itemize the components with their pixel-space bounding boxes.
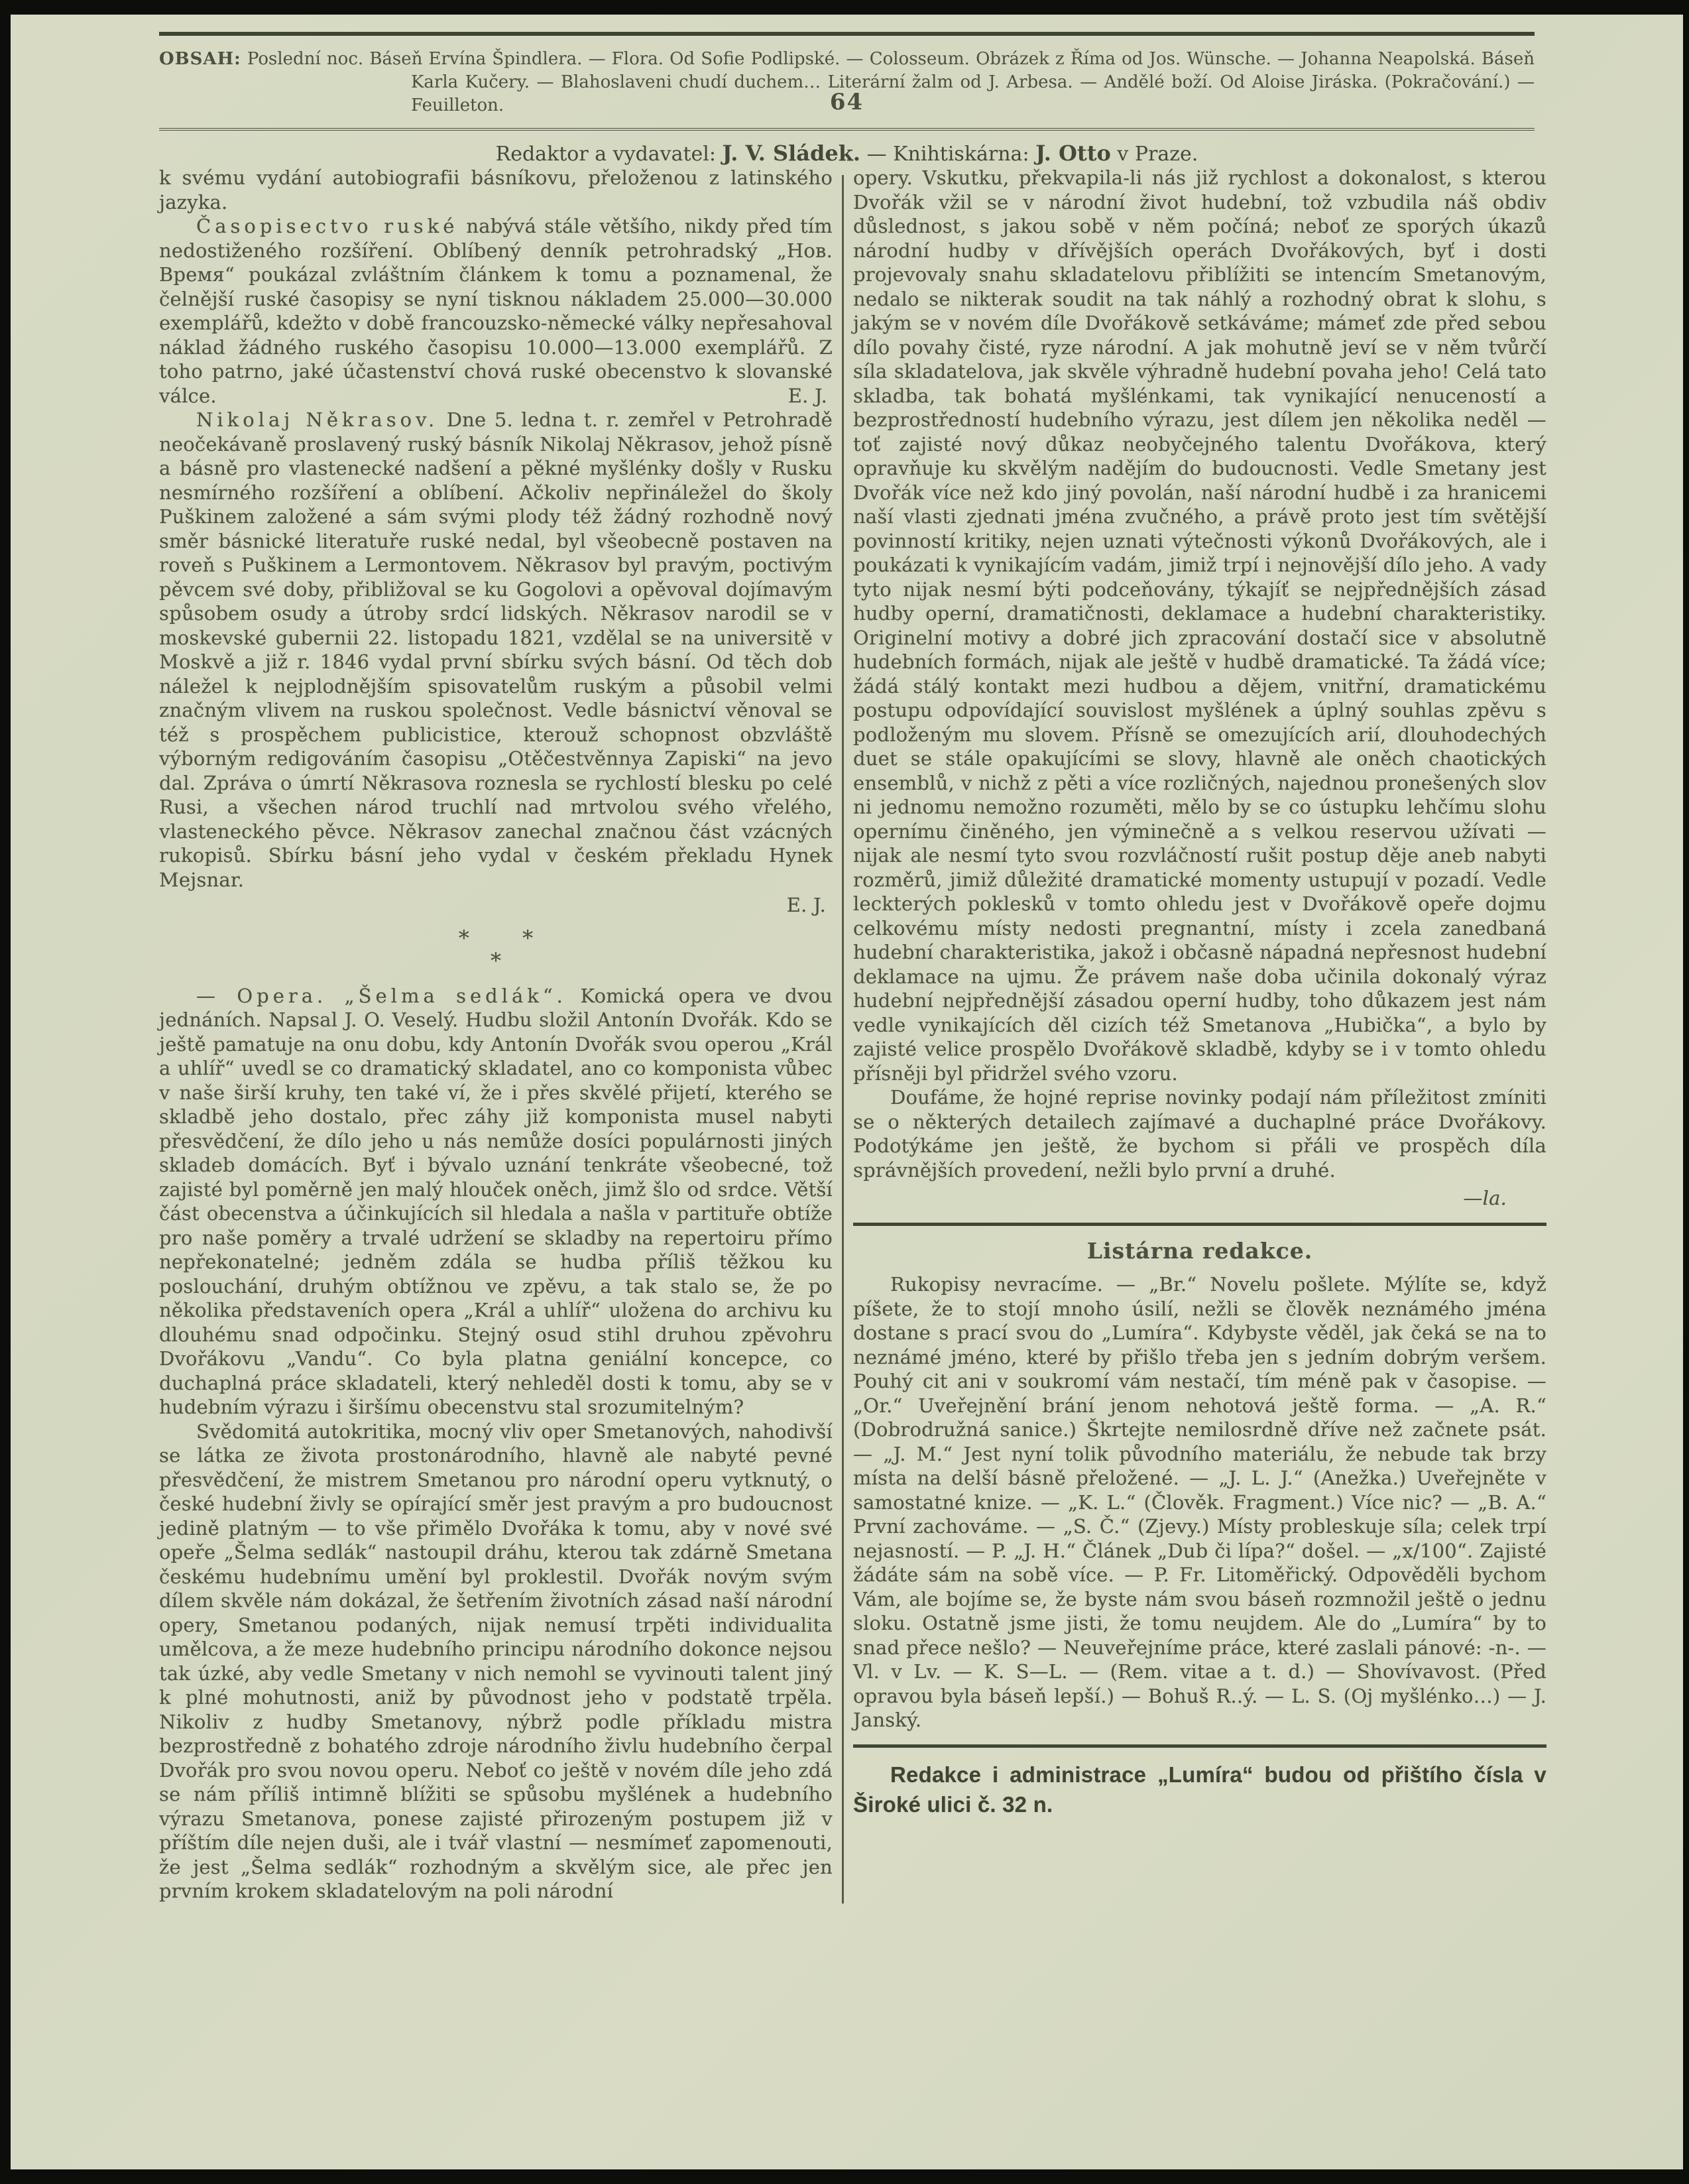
- right-column: [853, 166, 1546, 1904]
- imprint-editor-label: Redaktor a vydavatel:: [495, 143, 716, 166]
- casopisectvo-lead: Časopisectvo ruské: [196, 215, 459, 237]
- imprint-printer-name: J. Otto: [1035, 141, 1111, 166]
- page-footer-block: [159, 32, 1535, 168]
- rule-above-listarna: [853, 1223, 1546, 1226]
- rule-above-obsah: [159, 32, 1535, 36]
- continuation-paragraph: k svému vydání autobiografii básníkovu, přeloženou z latinského jazyka.: [159, 166, 833, 213]
- two-column-text-block: [159, 166, 1553, 1904]
- rule-above-imprint: [159, 128, 1535, 131]
- opera-lead: — Opera. „Šelma sedlák“.: [196, 984, 567, 1007]
- obsah-label: OBSAH:: [159, 49, 241, 69]
- obsah-text: Poslední noc. Báseň Ervína Špindlera. — Flora. Od Sofie Podlipské. — Colosseum. Obrázek z Říma od Jos. Wünsche. — Johanna Neapolská. Báseň Karla Kučery. — Blahoslaveni chudí duchem… Literární žalm od J. Arbesa. — Andělé boží. Od Aloise Jiráska. (Pokračování.) — Feuilleton.: [247, 49, 1535, 115]
- casopisectvo-paragraph: [159, 214, 833, 408]
- casopisectvo-text: nabývá stále většího, nikdy před tím nedostiženého rozšíření. Oblíbený denník petrohradský „Нов. Время“ poukázal zvláštním článkem k tomu a poznamenal, že čelnější ruské časopisy se nyní tisknou nákladem 25.000—30.000 exemplářů, kdežto v době francouzsko-německé války nepřesahoval náklad žádného ruského časopisu 10.000—13.000 exemplářů. Z toho patrno, jaké účastenství chová ruské obecenstvo k slovanské válce.: [159, 215, 833, 407]
- paper-surface: [11, 15, 1683, 2169]
- left-column: [159, 166, 833, 1904]
- listarna-redakce-heading: Listárna redakce.: [1086, 1237, 1313, 1264]
- imprint-printer-label: — Knihtiskárna:: [866, 143, 1029, 166]
- rule-above-announcement: [853, 1744, 1546, 1748]
- imprint-editor-name: J. V. Sládek.: [722, 141, 861, 166]
- opery-continuation-paragraph: opery. Vskutku, překvapila-li nás již rychlost a dokonalost, s kterou Dvořák vžil se v národní život hudební, tož vzbudila náš obdiv důslednost, s jakou sobě v něm počíná; neboť ze sporých úkazů národní hudby v dřívějších operách Dvořákových, byť i dosti projevovaly snahu skladatelovu přiblížiti se intencím Smetanovým, nedalo se nikterak soudit na tak náhlý a rozhodný obrat k slohu, s jakým se v novém díle Dvořákově setkáváme; mámeť zde před sebou dílo povahy čisté, ryze národní. A jak mohutně jeví se v něm tvůrčí síla skladatelova, jak skvěle výhradně hudební povaha jeho! Celá tato skladba, tak bohatá myšlénkami, tak vynikající nenuceností a bezprostředností hudebního výrazu, jest dílem jen několika neděl — toť zajisté nový důkaz neobyčejného talentu Dvořákova, který opravňuje ku skvělým nadějím do budoucnosti. Vedle Smetany jest Dvořák více než kdo jiný povolán, naší národní hudbě i za hranicemi naší vlasti zjednati jména zvučného, a právě proto jest tím světější povinností kritiky, nejen uznati výtečnosti výkonů Dvořákových, ale i poukázati k vynikajícím vadám, jimiž trpí i nejnovější dílo jeho. A vady tyto nijak nesmí býti podceňovány, týkajíť se nejpřednějších zásad hudby operní, dramatičnosti, deklamace a hudební charakteristiky. Originelní motivy a dobré jich zpracování dostačí sice v absolutně hudebních formách, nijak ale ještě v hudbě dramatické. Ta žádá více; žádá stálý kontakt mezi hudbou a dějem, vnitřní, dramatickému postupu odpovídající souvislost myšlének a úplný souhlas zpěvu s podloženým mu slovem. Přísně se omezujících arií, dlouhodechých duet se stále opakujícími se slovy, hlavně ale oněch chaotických ensemblů, v nichž z pěti a více rozličných, najednou pronešených slov ni jednomu nemožno rozuměti, mělo by se co ústupku lehčímu slohu opernímu činěného, jen výminečně a s velkou reservou užívati — nijak ale nesmí tyto svou rozvláčností rušit postup děje aneb nabyti rozměrů, jimiž důležité dramatické momenty ustupují v pozadí. Vedle leckterých poklesků v tomto ohledu jest v Dvořákově opeře dojmu celkovému místy nedosti pregnantní, místy i zcela zanedbaná hudební charakteristika, jakož i občasně nápadná nepřesnost hudební deklamace na ujmu. Že právem naše doba učinila dokonalý výraz hudební nejpřednější zásadou operní hudby, toho důkazem jest nám vedle vynikajících děl cizích též Smetanova „Hubička“, a bylo by zajisté velice prospělo Dvořákově skladbě, kdyby se i v tomto ohledu přísněji byl přidržel svého vzoru.: [853, 166, 1546, 1085]
- opera-selma-sedlak-paragraph: [159, 984, 833, 1420]
- obsah-contents-line: [159, 48, 1535, 117]
- page-number: 64: [829, 89, 864, 115]
- asterisk-dinkus: [159, 927, 833, 972]
- signature-ej-1: E. J.: [787, 384, 827, 407]
- doufame-paragraph: Doufáme, že hojné reprise novinky podají nám příležitost zmíniti se o některých detailech zajímavé a duchaplné práce Dvořákovy. Podotýkáme jen ještě, že bychom si přáli ve prospěch díla správnějších provedení, nežli bylo první a druhé.: [853, 1086, 1546, 1182]
- svedomita-autokritika-paragraph: Svědomitá autokritika, mocný vliv oper Smetanových, nahodivší se látka ze života prostonárodního, hlavně ale nabyté pevné přesvědčení, že mistrem Smetanou pro národní operu vytknutý, o české hudební živly se opírající směr jest pravým a pro budoucnost jedině platným — to vše přimělo Dvořáka k tomu, aby v nové své opeře „Šelma sedlák“ nastoupil dráhu, kterou tak zdárně Smetana českému hudebnímu umění byl proklestil. Dvořák novým svým dílem skvěle nám dokázal, že šetřením životních zásad naší národní opery, Smetanou podaných, nijak nemusí trpěti individualita umělcova, a že meze hudebního principu národního dokonce nejsou tak úzké, aby vedle Smetany v nich nemohl se vyvinouti talent jiný k plné mohutnosti, aniž by původnost jeho v podstatě trpěla. Nikoliv z hudby Smetanovy, nýbrž podle příkladu mistra bezprostředně z bohatého zdroje národního živlu hudebního čerpal Dvořák pro svou novou operu. Neboť co ještě v novém díle jeho zdá se nám příliš intimně blížiti se spůsobu myšlének a hudebního výrazu Smetanova, ponese zajisté přirozeným postupem již v příštím díle nejen duši, ale i tvář vlastní — nesmímeť zapomenouti, že jest „Šelma sedlák“ rozhodným a skvělým sice, ale přec jen prvním krokem skladatelovým na poli národní: [159, 1420, 833, 1902]
- nekrasov-text: Dne 5. ledna t. r. zemřel v Petrohradě neočekávaně proslavený ruský básník Nikolaj Někrasov, jehož písně a básně pro vlastenecké nadšení a pěkné myšlénky došly v Rusku nesmírného rozšíření a oblíbení. Ačkoliv nepřináležel do školy Puškinem založené a sám svými plody též žádný rozhodně nový směr básnické literatuře ruské nedal, byl všeobecně postaven na roveň s Puškinem a Lermontovem. Někrasov byl pravým, poctivým pěvcem své doby, přibližoval se ku Gogolovi a opěvoval dojímavým spůsobem osudy a útroby srdcí lidských. Někrasov narodil se v moskevské gubernii 22. listopadu 1821, vzdělal se na universitě v Moskvě a již r. 1846 vydal první sbírku svých básní. Od těch dob náležel k nejplodnějším spisovatelům ruským a působil velmi značným vlivem na ruskou společnost. Vedle básnictví věnoval se též s prospěchem publicistice, kterouž schopnost obzvláště výborným redigováním časopisu „Otěčestvěnnya Zapiski“ na jevo dal. Zpráva o úmrtí Někrasova roznesla se rychlostí blesku po celé Rusi, a všechen národ truchlí nad mrtvolou svého vřelého, vlasteneckého pěvce. Někrasov zanechal značnou část vzácných rukopisů. Sbírku básní jeho vydal v českém překladu Hynek Mejsnar.: [159, 408, 833, 891]
- listarna-replies-paragraph: Rukopisy nevracíme. — „Br.“ Novelu pošlete. Mýlíte se, když píšete, že to stojí mnoho úsilí, nežli se člověk neznámého jména dostane s prací svou do „Lumíra“. Kdybyste věděl, jak čeká se na to neznámé jméno, které by přišlo třeba jen s jedním dobrým veršem. Pouhý cit ani v soukromí vám nestačí, tím méně pak v časopise. — „Or.“ Uveřejnění brání jenom nehotová ještě forma. — „A. R.“ (Dobrodružná sanice.) Škrtejte nemilosrdně dříve než začnete psát. — „J. M.“ Jest nyní tolik původního materiálu, že nebude tak brzy místa na delší básně přeložené. — „J. L. J.“ (Anežka.) Uveřejněte v samostatné knize. — „K. L.“ (Člověk. Fragment.) Více nic? — „B. A.“ První zachováme. — „S. Č.“ (Zjevy.) Místy probleskuje síla; celek trpí nejasností. — P. „J. H.“ Článek „Dub či lípa?“ došel. — „x/100“. Zajisté žádáte sám na sobě více. — P. Fr. Litoměřický. Odpověděli bychom Vám, ale bojíme se, že byste nám svou báseň rozmnožil ještě o jednu sloku. Ostatně jsme jisti, že tomu neujdem. Ale do „Lumíra“ by to snad přece nešlo? — Neuveřejníme práce, které zaslali pánové: -n-. — Vl. v Lv. — K. S—L. — (Rem. vitae a t. d.) — Shovívavost. (Před opravou byla báseň lepší.) — Bohuš R..ý. — L. S. (Oj myšlénko…) — J. Janský.: [853, 1273, 1546, 1731]
- signature-la: —la.: [1463, 1187, 1507, 1209]
- imprint-city: v Praze.: [1117, 143, 1198, 166]
- column-divider-rule: [842, 175, 844, 1904]
- signature-ej-2: E. J.: [786, 894, 826, 916]
- nekrasov-paragraph: [159, 408, 833, 892]
- redakce-address-announcement: Redakce i administrace „Lumíra“ budou od přištího čísla v Široké ulici č. 32 n.: [853, 1762, 1546, 1817]
- nekrasov-lead: Nikolaj Někrasov.: [196, 408, 439, 431]
- opera-text: Komická opera ve dvou jednáních. Napsal J. O. Veselý. Hudbu složil Antonín Dvořák. Kdo se ještě pamatuje na onu dobu, kdy Antonín Dvořák svou operou „Král a uhlíř“ uvedl se co dramatický skladatel, ano co komponista vůbec v naše širší kruhy, ten také ví, že i přes skvělé přijetí, kterého se skladbě jeho dostalo, přec záhy již komponista musel nabyti přesvědčení, že dílo jeho u nás nemůže dosíci populárnosti jiných skladeb domácích. Byť i bývalo uznání tenkráte všeobecné, tož zajisté byl poměrně jen malý hlouček oněch, jimž šlo od srdce. Větší část obecenstva a účinkujících sil hledala a našla v partituře obtíže pro naše poměry a trvalé udržení se skladby na repertoiru přímo nepřekonatelné; jedněm zdála se hudba příliš těžkou ku poslouchání, druhým obtížnou ve zpěvu, a tak stalo se, že po několika představeních opera „Král a uhlíř“ uložena do archivu ku dlouhému snad odpočinku. Stejný osud stihl druhou zpěvohru Dvořákovu „Vandu“. Co byla platna geniální koncepce, co duchaplná práce skladateli, který nehleděl dosti k tomu, aby se v hudebním výrazu i širšímu obecenstvu stal srozumitelným?: [159, 984, 833, 1418]
- imprint-line: [159, 140, 1535, 168]
- dinkus-bottom-row: *: [491, 947, 501, 973]
- dinkus-top-row: * *: [458, 925, 534, 951]
